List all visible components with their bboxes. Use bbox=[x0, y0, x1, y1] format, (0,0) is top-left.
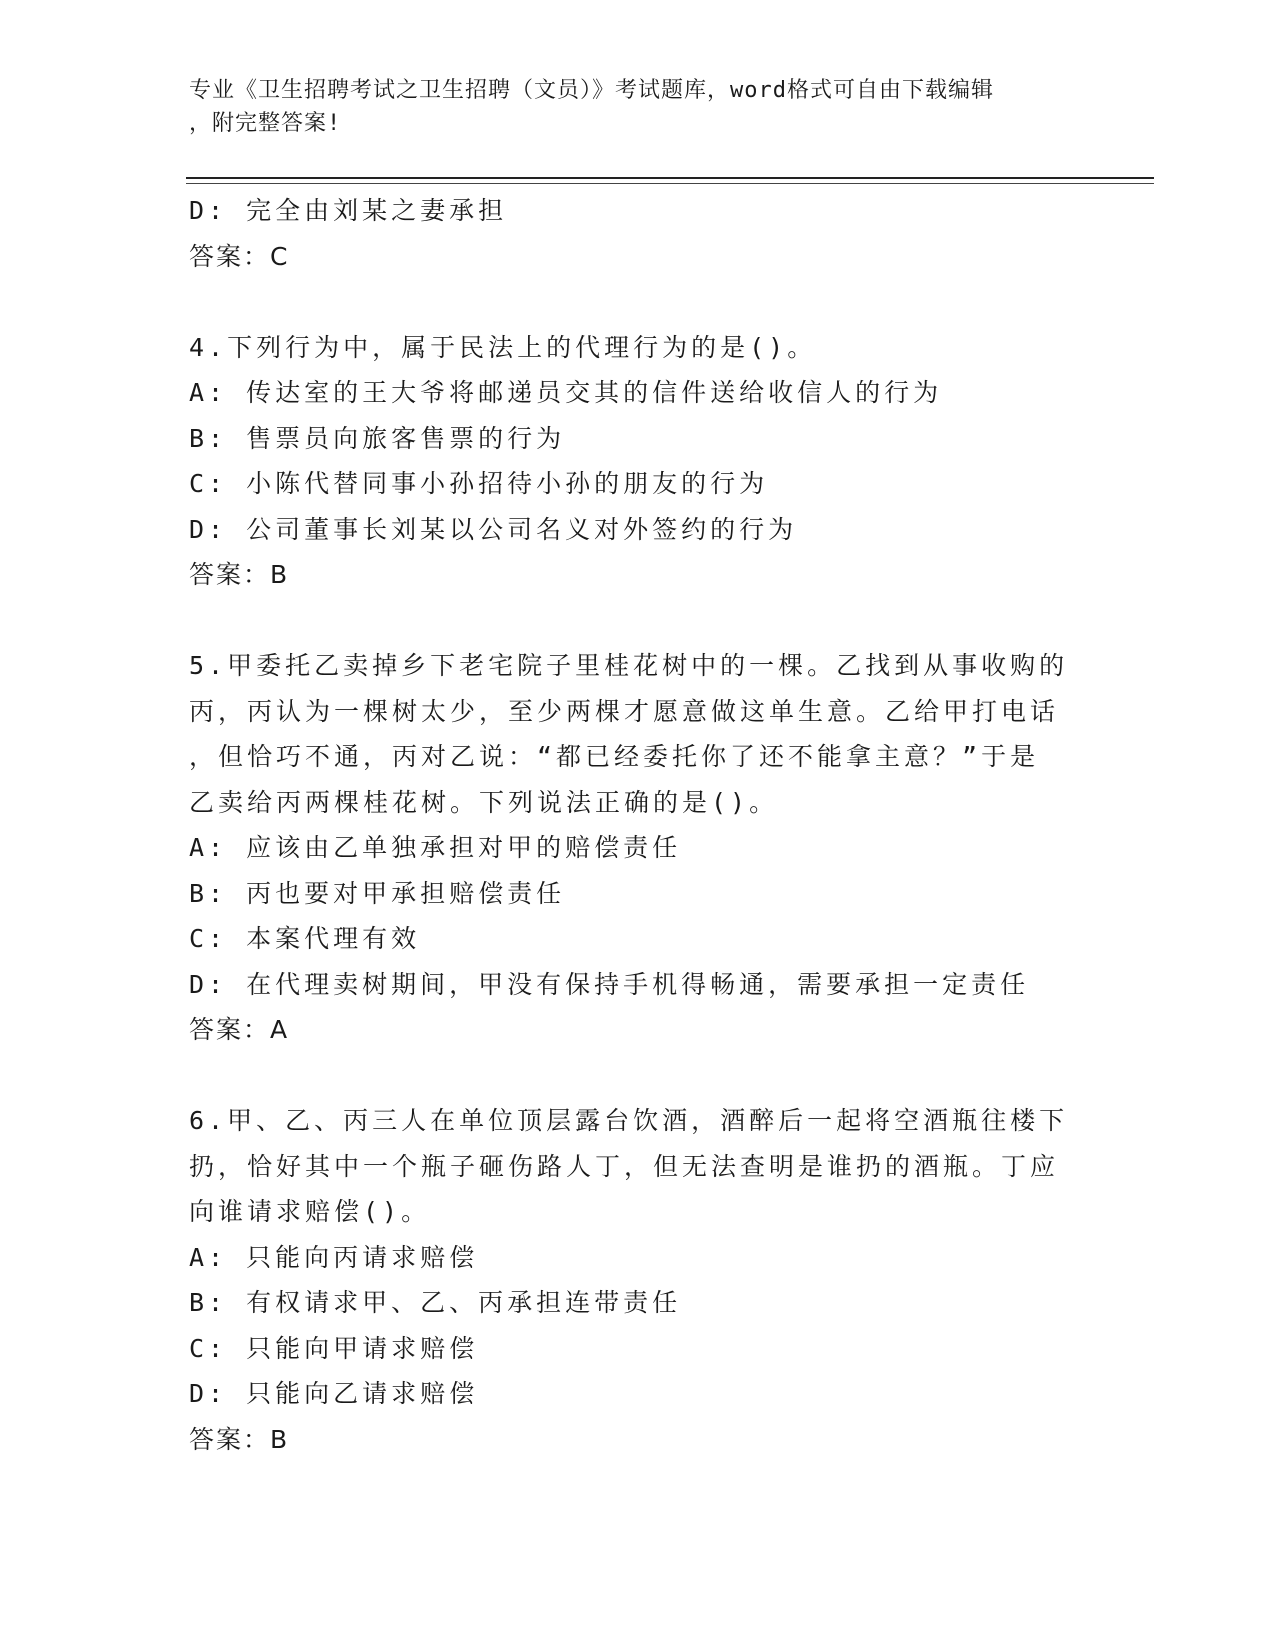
spacer bbox=[189, 598, 1089, 644]
q5-stem-line-4: 乙卖给丙两棵桂花树。下列说法正确的是()。 bbox=[189, 787, 779, 817]
q6-answer: 答案：B bbox=[189, 1424, 290, 1454]
q6-stem-line-3: 向谁请求赔偿()。 bbox=[189, 1197, 431, 1226]
header-line-2: ，附完整答案! bbox=[189, 111, 342, 136]
q4-stem: 4.下列行为中，属于民法上的代理行为的是()。 bbox=[189, 332, 817, 362]
q4-option-d: D: 公司董事长刘某以公司名义对外签约的行为 bbox=[189, 514, 798, 544]
q6-stem-line-1: 6.甲、乙、丙三人在单位顶层露台饮酒，酒醉后一起将空酒瓶往楼下 bbox=[189, 1106, 1069, 1135]
q6-option-a: A: 只能向丙请求赔偿 bbox=[189, 1242, 479, 1272]
q5-option-a: A: 应该由乙单独承担对甲的赔偿责任 bbox=[189, 833, 682, 862]
q4-option-c: C: 小陈代替同事小孙招待小孙的朋友的行为 bbox=[189, 469, 769, 498]
q5-stem-line-2: 丙，丙认为一棵树太少，至少两棵才愿意做这单生意。乙给甲打电话 bbox=[189, 696, 1060, 726]
spacer bbox=[189, 1053, 1089, 1099]
q5-stem-line-3: ，但恰巧不通，丙对乙说：“都已经委托你了还不能拿主意？”于是 bbox=[189, 742, 1040, 771]
q3-answer: 答案：C bbox=[189, 241, 290, 271]
q5-option-c: C: 本案代理有效 bbox=[189, 924, 421, 953]
q3-option-d: D: 完全由刘某之妻承担 bbox=[189, 196, 508, 225]
q4-option-b: B: 售票员向旅客售票的行为 bbox=[189, 423, 566, 453]
q6-option-d: D: 只能向乙请求赔偿 bbox=[189, 1379, 479, 1408]
q5-stem-line-1: 5.甲委托乙卖掉乡下老宅院子里桂花树中的一棵。乙找到从事收购的 bbox=[189, 651, 1069, 680]
header-divider-thick bbox=[186, 177, 1154, 179]
spacer bbox=[189, 279, 1089, 325]
q4-option-a: A: 传达室的王大爷将邮递员交其的信件送给收信人的行为 bbox=[189, 378, 943, 407]
question-content bbox=[189, 188, 1089, 1462]
q4-answer: 答案：B bbox=[189, 560, 290, 589]
q5-answer: 答案：A bbox=[189, 1015, 290, 1044]
q5-option-b: B: 丙也要对甲承担赔偿责任 bbox=[189, 878, 566, 908]
q5-option-d: D: 在代理卖树期间，甲没有保持手机得畅通，需要承担一定责任 bbox=[189, 969, 1030, 999]
header-divider-thin bbox=[186, 183, 1154, 184]
q6-option-b: B: 有权请求甲、乙、丙承担连带责任 bbox=[189, 1288, 682, 1317]
q6-stem-line-2: 扔，恰好其中一个瓶子砸伤路人丁，但无法查明是谁扔的酒瓶。丁应 bbox=[189, 1151, 1060, 1181]
q6-option-c: C: 只能向甲请求赔偿 bbox=[189, 1333, 479, 1363]
document-header bbox=[189, 74, 1069, 140]
header-line-1: 专业《卫生招聘考试之卫生招聘（文员）》考试题库，word格式可自由下载编辑 bbox=[189, 78, 994, 103]
